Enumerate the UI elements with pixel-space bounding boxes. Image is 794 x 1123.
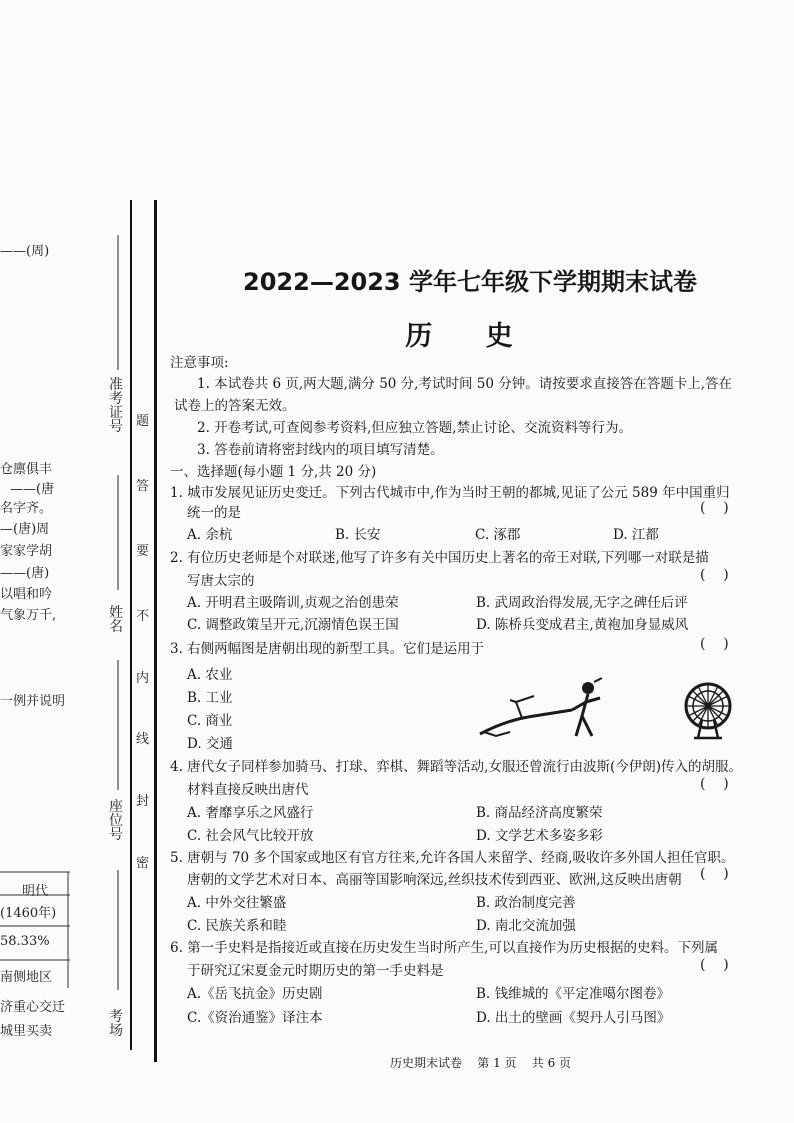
question-3-stem: 3. 右侧两幅图是唐朝出现的新型工具。它们是运用于 [170, 641, 485, 657]
page-footer: 历史期末试卷 第 1 页 共 6 页 [390, 1056, 572, 1070]
option-a: A. 余杭 [187, 527, 233, 543]
option-a: A. 奢靡享乐之风盛行 [187, 805, 314, 821]
seat-number-label: 座位号 [109, 799, 123, 843]
answer-blank[interactable]: ( ) [700, 500, 729, 516]
question-1-stem: 1. 城市发展见证历史变迁。下列古代城市中,作为当时王朝的都城,见证了公元 589 年中国重归 [170, 485, 730, 501]
option-b: B. 政治制度完善 [476, 895, 576, 911]
question-5-stem: 5. 唐朝与 70 多个国家或地区有官方往来,允许各国人来留学、经商,吸收许多外国人担任官职。 [170, 850, 735, 866]
option-c: C. 商业 [187, 713, 233, 729]
option-c: C. 调整政策呈开元,沉溺情色误王国 [187, 617, 399, 633]
option-a: A. 中外交往繁盛 [187, 895, 287, 911]
option-c: C. 社会风气比较开放 [187, 828, 314, 844]
option-b: B. 长安 [335, 527, 381, 543]
curved-plow-icon [476, 676, 616, 740]
notice-item-1: 1. 本试卷共 6 页,两大题,满分 50 分,考试时间 50 分钟。请按要求直接答在答题卡上,答在 [197, 376, 733, 392]
name-label: 姓名 [109, 605, 123, 635]
option-a: A. 开明君主吸隋训,贞观之治创患荣 [187, 595, 399, 611]
bleed-line: 名字齐。 [0, 501, 53, 516]
binding-bar-thick [154, 200, 157, 1062]
option-c: C.《资治通鉴》译注本 [187, 1010, 323, 1026]
subject-title: 历 史 [405, 321, 535, 352]
question-4-stem: 4. 唐代女子同样参加骑马、打球、弈棋、舞蹈等活动,女服还曾流行由波斯(今伊朗)传入的胡服。 [170, 759, 742, 775]
question-5-stem-cont: 唐朝的文学艺术对日本、高丽等国影响深远,丝织技术传到西亚、欧洲,这反映出唐朝 [187, 872, 682, 888]
bleed-line: 家家学胡 [0, 544, 53, 559]
seal-marker: 封 [136, 794, 150, 809]
bleed-line: 南侧地区 [0, 970, 53, 985]
option-b: B. 商品经济高度繁荣 [476, 805, 603, 821]
question-6-stem: 6. 第一手史料是指接近或直接在历史发生当时所产生,可以直接作为历史根据的史料。下列属 [170, 940, 718, 956]
seal-marker: 题 [136, 414, 150, 429]
notice-heading: 注意事项: [170, 355, 229, 371]
bleed-line: 58.33% [0, 934, 50, 949]
notice-item-1-cont: 试卷上的答案无效。 [174, 398, 296, 414]
option-b: B. 钱维城的《平定准噶尔图卷》 [476, 986, 671, 1002]
question-2-stem-cont: 写唐太宗的 [187, 573, 255, 589]
answer-blank[interactable]: ( ) [700, 957, 729, 973]
bleed-line: ——(唐 [10, 482, 55, 497]
bleed-line: 气象万千, [0, 608, 57, 623]
bleed-line: 城里买卖 [0, 1024, 53, 1039]
answer-blank[interactable]: ( ) [700, 636, 729, 652]
question-2-stem: 2. 有位历史老师是个对联迷,他写了许多有关中国历史上著名的帝王对联,下列哪一对联是描 [170, 550, 709, 566]
option-d: D. 陈桥兵变成君主,黄袍加身显威风 [476, 617, 689, 633]
seal-marker: 要 [136, 544, 150, 559]
question-4-stem-cont: 材料直接反映出唐代 [187, 782, 309, 798]
question-6-stem-cont: 于研究辽宋夏金元时期历史的第一手史料是 [187, 963, 444, 979]
option-b: B. 工业 [187, 690, 233, 706]
binding-bar-thin [130, 200, 132, 1050]
notice-item-3: 3. 答卷前请将密封线内的项目填写清楚。 [197, 442, 444, 458]
option-a: A. 农业 [187, 667, 233, 683]
option-c: C. 民族关系和睦 [187, 918, 287, 934]
exam-title: 2022—2023 学年七年级下学期期末试卷 [243, 268, 697, 296]
bleed-line: 一例并说明 [0, 694, 66, 709]
option-c: C. 涿郡 [475, 527, 521, 543]
answer-blank[interactable]: ( ) [700, 866, 729, 882]
seal-marker: 答 [136, 479, 150, 494]
answer-blank[interactable]: ( ) [700, 776, 729, 792]
exam-room-label: 考场 [109, 1009, 123, 1039]
option-d: D. 南北交流加强 [476, 918, 576, 934]
water-wheel-icon [676, 680, 740, 740]
exam-number-label: 准考证号 [109, 377, 123, 435]
seal-marker: 线 [136, 732, 150, 747]
bleed-line: ——(唐) [0, 566, 50, 581]
bleed-line: —(唐)周 [0, 522, 50, 537]
bleed-line: 明代 [22, 884, 49, 899]
question-1-stem-cont: 统一的是 [187, 505, 241, 521]
bleed-line: 济重心交迁 [0, 1000, 66, 1015]
bleed-line: ——(周) [0, 244, 50, 259]
option-d: D. 出土的壁画《契丹人引马图》 [476, 1010, 671, 1026]
option-d: D. 江都 [613, 527, 659, 543]
notice-item-2: 2. 开卷考试,可查阅参考资料,但应独立答题,禁止讨论、交流资料等行为。 [197, 420, 633, 436]
option-a: A.《岳飞抗金》历史剧 [187, 986, 323, 1002]
bleed-table-lines [0, 870, 72, 990]
option-b: B. 武周政治得发展,无字之碑任后评 [476, 595, 688, 611]
binding-fill-lines [108, 230, 128, 1060]
bleed-line: 仓廪俱丰 [0, 462, 53, 477]
option-d: D. 交通 [187, 736, 233, 752]
option-d: D. 文学艺术多姿多彩 [476, 828, 603, 844]
bleed-line: (1460年) [0, 906, 57, 921]
seal-marker: 内 [136, 671, 150, 686]
seal-marker: 不 [136, 609, 150, 624]
seal-marker: 密 [136, 856, 150, 871]
bleed-line: 以唱和吟 [0, 587, 53, 602]
answer-blank[interactable]: ( ) [700, 567, 729, 583]
section-heading: 一、选择题(每小题 1 分,共 20 分) [170, 464, 377, 480]
